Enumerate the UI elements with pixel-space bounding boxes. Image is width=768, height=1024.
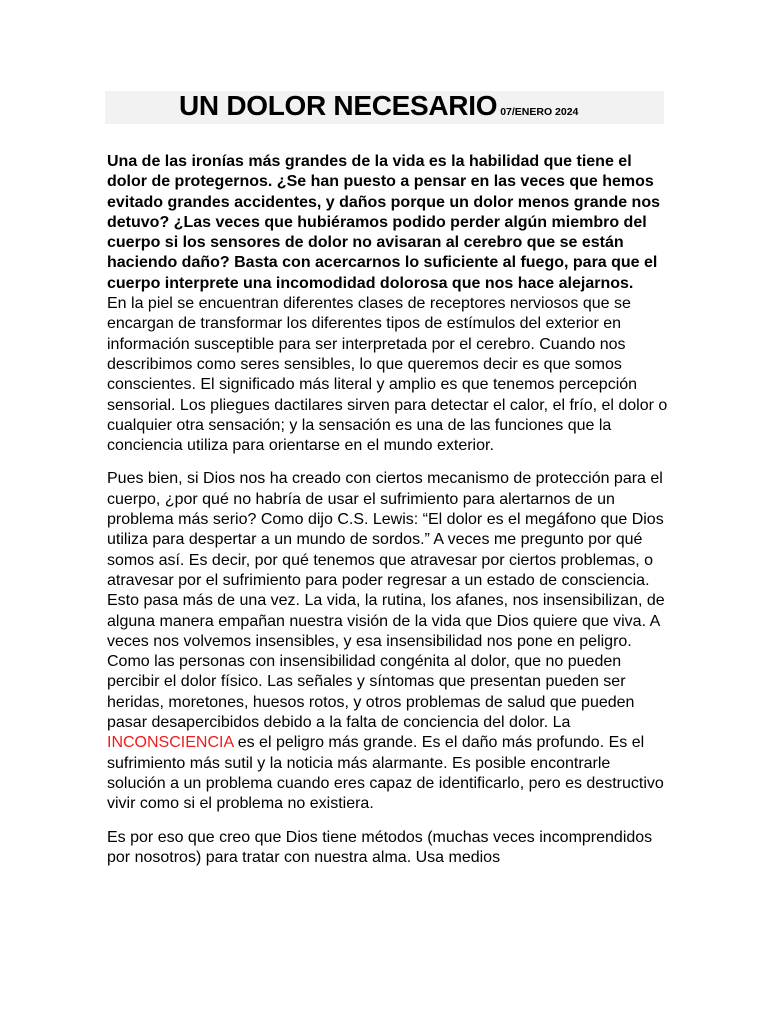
body-paragraph-3: Es por eso que creo que Dios tiene métodos (muchas veces incomprendidos por nosotros) para tratar con nuestra alma. Usa medios (107, 828, 653, 866)
paragraph-2-text-start: Pues bien, si Dios nos ha creado con ciertos mecanismo de protección para el cuerpo, ¿por qué no habría de usar el sufrimiento para alertarnos de un problema más serio? Como dijo C.S. Lewis: “El dolor es el megáfono que Dios utiliza para despertar a un mundo de sordos.” A veces me pregunto por qué somos así. Es decir, por qué tenemos que atravesar por ciertos problemas, o atravesar por el sufrimiento para poder regresar a un estado de consciencia. Esto pasa más de una vez. La vida, la rutina, los afanes, nos insensibilizan, de alguna manera empañan nuestra visión de la vida que Dios quiere que viva. A veces nos volvemos insensibles, y esa insensibilidad nos pone en peligro. Como las personas con insensibilidad congénita al dolor, que no pueden percibir el dolor físico. Las señales y síntomas que presentan pueden ser heridas, moretones, huesos rotos, y otros problemas de salud que pueden pasar desapercibidos debido a la falta de conciencia del dolor. La (107, 470, 665, 732)
highlighted-word: INCONSCIENCIA (107, 734, 234, 752)
article-body (107, 152, 673, 868)
publication-date: 07/ENERO 2024 (500, 106, 579, 118)
title-block (179, 90, 578, 122)
intro-paragraph: Una de las ironías más grandes de la vida es la habilidad que tiene el dolor de protegernos. ¿Se han puesto a pensar en las veces que hemos evitado grandes accidentes, y daños porque un dolor menos grande nos detuvo? ¿Las veces que hubiéramos podido perder algún miembro del cuerpo si los sensores de dolor no avisaran al cerebro que se están haciendo daño? Basta con acercarnos lo suficiente al fuego, para que el cuerpo interprete una incomodidad dolorosa que nos hace alejarnos. (107, 153, 660, 292)
body-paragraph-1: En la piel se encuentran diferentes clases de receptores nerviosos que se encargan de transformar los diferentes tipos de estímulos del exterior en información susceptible para ser interpretada por el cerebro. Cuando nos describimos como seres sensibles, lo que queremos decir es que somos conscientes. El significado más literal y amplio es que tenemos percepción sensorial. Los pliegues dactilares sirven para detectar el calor, el frío, el dolor o cualquier otra sensación; y la sensación es una de las funciones que la conciencia utiliza para orientarse en el mundo exterior. (107, 295, 668, 455)
paragraph-2-text-end: es el peligro más grande. Es el daño más profundo. Es el sufrimiento más sutil y la noticia más alarmante. Es posible encontrarle solución a un problema cuando eres capaz de identificarlo, pero es destructivo vivir como si el problema no existiera. (107, 734, 664, 813)
body-paragraph-2 (107, 469, 673, 814)
page-title: UN DOLOR NECESARIO (179, 90, 498, 121)
